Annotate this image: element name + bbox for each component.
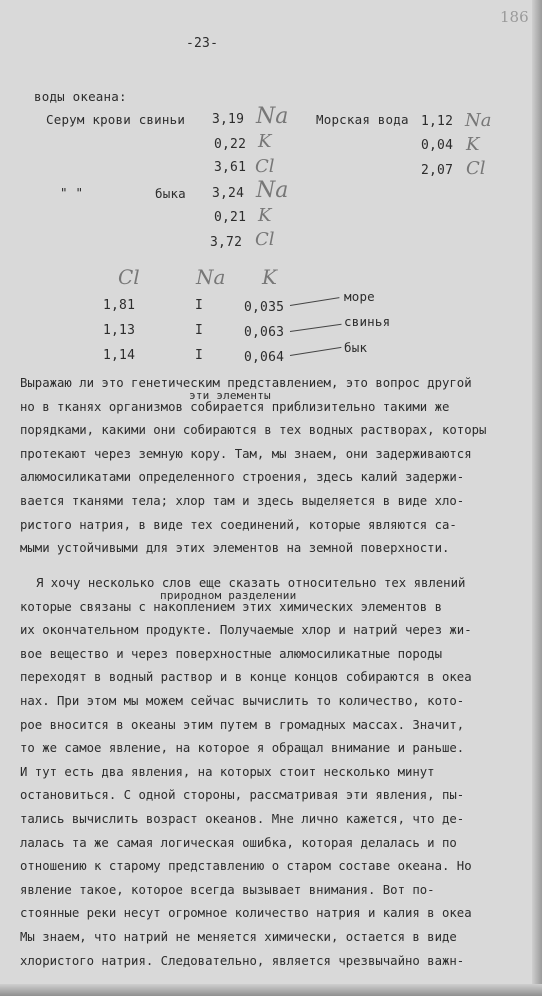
header-k: K xyxy=(262,265,277,289)
sea-symbol-cl: Cl xyxy=(466,158,486,179)
text-line: то же самое явление, на которое я обращал внимание и раньше. xyxy=(20,741,465,756)
row3-na: I xyxy=(195,348,204,363)
row2-na: I xyxy=(195,323,204,338)
text-line: Мы знаем, что натрий не меняется химически, остается в виде xyxy=(20,929,457,944)
text-line: мыми устойчивыми для этих элементов на земной поверхности. xyxy=(20,541,450,556)
text-line: алюмосиликатами определенного строения, здесь калий задержи- xyxy=(20,470,465,485)
row3-cl: 1,14 xyxy=(103,348,136,363)
row3-label: бык xyxy=(344,340,368,355)
row2-leader-line xyxy=(290,324,342,332)
serum-pig-label: Серум крови свиньи xyxy=(46,112,186,127)
page-edge-shadow xyxy=(532,0,542,996)
text-line: вое вещество и через поверхностные алюмосиликатные породы xyxy=(20,646,442,661)
pig-symbol-k: K xyxy=(258,131,272,152)
text-line: вается тканями тела; хлор там и здесь выделяется в виде хло- xyxy=(20,493,465,508)
header-cl: Cl xyxy=(118,265,140,289)
bull-value-k: 0,21 xyxy=(214,210,247,225)
text-line: стоянные реки несут огромное количество натрия и калия в океа xyxy=(20,906,472,921)
insert-natural-separation: природном разделении xyxy=(160,589,297,602)
text-line: рое вносится в океаны этим путем в громадных массах. Значит, xyxy=(20,717,465,732)
sea-symbol-k: K xyxy=(466,134,480,155)
text-line: которые связаны с накоплением этих химических элементов в xyxy=(20,599,442,614)
text-line: лалась та же самая логическая ошибка, которая делалась и по xyxy=(20,835,457,850)
row2-label: свинья xyxy=(344,314,391,329)
text-line: тались вычислить возраст океанов. Мне лично кажется, что де- xyxy=(20,811,465,826)
sea-value-k: 0,04 xyxy=(421,138,454,153)
pig-value-k: 0,22 xyxy=(214,137,247,152)
bull-value-cl: 3,72 xyxy=(210,235,243,250)
row1-label: море xyxy=(344,289,375,304)
insert-elements: эти элементы xyxy=(189,389,271,402)
bull-ditto-marks: " " xyxy=(60,185,84,200)
bull-symbol-k: K xyxy=(258,205,272,226)
text-line: протекают через земную кору. Там, мы знаем, они задерживаются xyxy=(20,446,472,461)
row1-k: 0,035 xyxy=(244,300,285,315)
bull-symbol-cl: Cl xyxy=(255,229,275,250)
text-line: нах. При этом мы можем сейчас вычислить то количество, кото- xyxy=(20,693,465,708)
archive-number: 186 xyxy=(500,8,529,26)
header-na: Na xyxy=(196,265,226,289)
sea-symbol-na: Na xyxy=(465,110,492,131)
text-line: порядками, какими они собираются в тех водных растворах, которы xyxy=(20,423,487,438)
page-bottom-shadow xyxy=(0,984,542,996)
bull-symbol-na: Na xyxy=(256,178,289,203)
pig-symbol-na: Na xyxy=(256,104,289,129)
intro-line: воды океана: xyxy=(34,89,127,104)
row1-cl: 1,81 xyxy=(103,298,136,313)
sea-value-na: 1,12 xyxy=(421,114,454,129)
seawater-label: Морская вода xyxy=(316,112,409,127)
pig-symbol-cl: Cl xyxy=(255,156,275,177)
text-line: ристого натрия, в виде тех соединений, которые являются са- xyxy=(20,517,457,532)
text-line: хлористого натрия. Следовательно, является чрезвычайно важн- xyxy=(20,953,465,968)
row1-na: I xyxy=(195,298,204,313)
text-line: остановиться. С одной стороны, рассматривая эти явления, пы- xyxy=(20,788,465,803)
bull-value-na: 3,24 xyxy=(212,186,245,201)
page-number: -23- xyxy=(186,36,219,51)
text-line: их окончательном продукте. Получаемые хлор и натрий через жи- xyxy=(20,623,472,638)
row2-k: 0,063 xyxy=(244,325,285,340)
text-line: Я хочу несколько слов еще сказать относительно тех явлений xyxy=(36,576,466,590)
text-line: но в тканях организмов собирается приблизительно такими же xyxy=(20,399,450,414)
bull-label: быка xyxy=(155,186,186,201)
text-line: Выражаю ли это генетическим представлением, это вопрос другой xyxy=(20,376,472,390)
sea-value-cl: 2,07 xyxy=(421,163,454,178)
row3-leader-line xyxy=(290,347,342,356)
row1-leader-line xyxy=(290,297,340,306)
text-line: И тут есть два явления, на которых стоит несколько минут xyxy=(20,764,435,779)
paragraph-1 xyxy=(20,372,532,561)
text-line: переходят в водный раствор и в конце концов собираются в океа xyxy=(20,670,472,685)
text-line: отношению к старому представлению о старом составе океана. Но xyxy=(20,859,472,874)
row2-cl: 1,13 xyxy=(103,323,136,338)
row3-k: 0,064 xyxy=(244,350,285,365)
pig-value-cl: 3,61 xyxy=(214,160,247,175)
pig-value-na: 3,19 xyxy=(212,112,245,127)
text-line: явление такое, которое всегда вызывает внимания. Вот по- xyxy=(20,882,435,897)
paragraph-2 xyxy=(20,572,532,973)
